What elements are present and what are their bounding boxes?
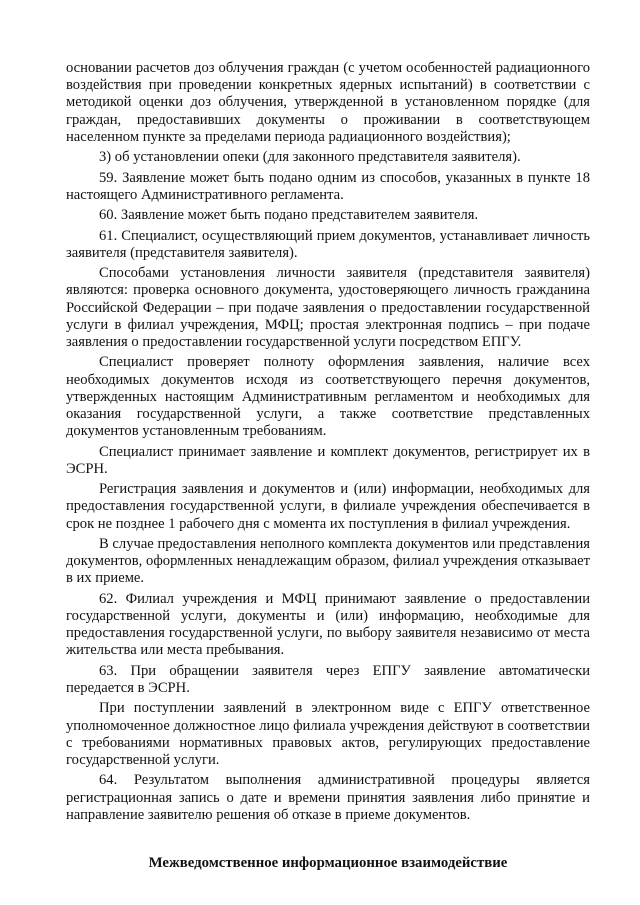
paragraph-registration-esrn: Специалист принимает заявление и комплект документов, регистрирует их в ЭСРН. <box>66 443 590 477</box>
paragraph-identity-methods: Способами установления личности заявителя (представителя заявителя) являются: проверка основного документа, удостоверяющего личность гражданина Российской Федерации – при подаче заявления о предоставлении государственной услуги в филиал учреждения, МФЦ; простая электронная подпись – при подаче заявления о предоставлении государственной услуги посредством ЕПГУ. <box>66 265 590 350</box>
paragraph-electronic-applications: При поступлении заявлений в электронном виде с ЕПГУ ответственное уполномоченное должностное лицо филиала учреждения действуют в соответствии с требованиями нормативных правовых актов, регулирующих предоставление государственной услуги. <box>66 700 590 768</box>
paragraph-item-3: 3) об установлении опеки (для законного представителя заявителя). <box>99 149 521 166</box>
paragraph-61: 61. Специалист, осуществляющий прием документов, устанавливает личность заявителя (представителя заявителя). <box>66 227 590 261</box>
paragraph-59: 59. Заявление может быть подано одним из способов, указанных в пункте 18 настоящего Административного регламента. <box>66 169 590 203</box>
paragraph-refusal: В случае предоставления неполного комплекта документов или представления документов, оформленных ненадлежащим образом, филиал учреждения отказывает в их приеме. <box>66 535 590 587</box>
document-page <box>66 60 590 872</box>
paragraph-continuation: основании расчетов доз облучения граждан (с учетом особенностей радиационного воздействия при проведении конкретных ядерных испытаний) в соответствии с методикой оценки доз облучения, утвержденной в установленном порядке (для граждан, предоставивших документы о проживании в соответствующем населенном пункте за пределами периода радиационного воздействия); <box>66 60 590 145</box>
paragraph-60: 60. Заявление может быть подано представителем заявителя. <box>99 207 479 224</box>
paragraph-registration-deadline: Регистрация заявления и документов и (или) информации, необходимых для предоставления государственной услуги, в филиале учреждения обеспечивается в срок не позднее 1 рабочего дня с момента их поступления в филиал учреждения. <box>66 481 590 532</box>
section-heading: Межведомственное информационное взаимодействие <box>148 854 508 871</box>
paragraph-64: 64. Результатом выполнения административной процедуры является регистрационная запись о дате и времени принятия заявления либо принятие и направление заявителю решения об отказе в приеме документов. <box>66 772 590 823</box>
paragraph-completeness-check: Специалист проверяет полноту оформления заявления, наличие всех необходимых документов исходя из соответствующего перечня документов, утвержденных настоящим Административным регламентом и необходимых для оказания государственной услуги, а также соответствие представленных документов установленным требованиям. <box>66 354 590 440</box>
paragraph-63: 63. При обращении заявителя через ЕПГУ заявление автоматически передается в ЭСРН. <box>66 662 590 696</box>
paragraph-62: 62. Филиал учреждения и МФЦ принимают заявление о предоставлении государственной услуги, документы и (или) информацию, необходимые для предоставления государственной услуги, по выбору заявителя независимо от места жительства или места пребывания. <box>66 590 590 659</box>
